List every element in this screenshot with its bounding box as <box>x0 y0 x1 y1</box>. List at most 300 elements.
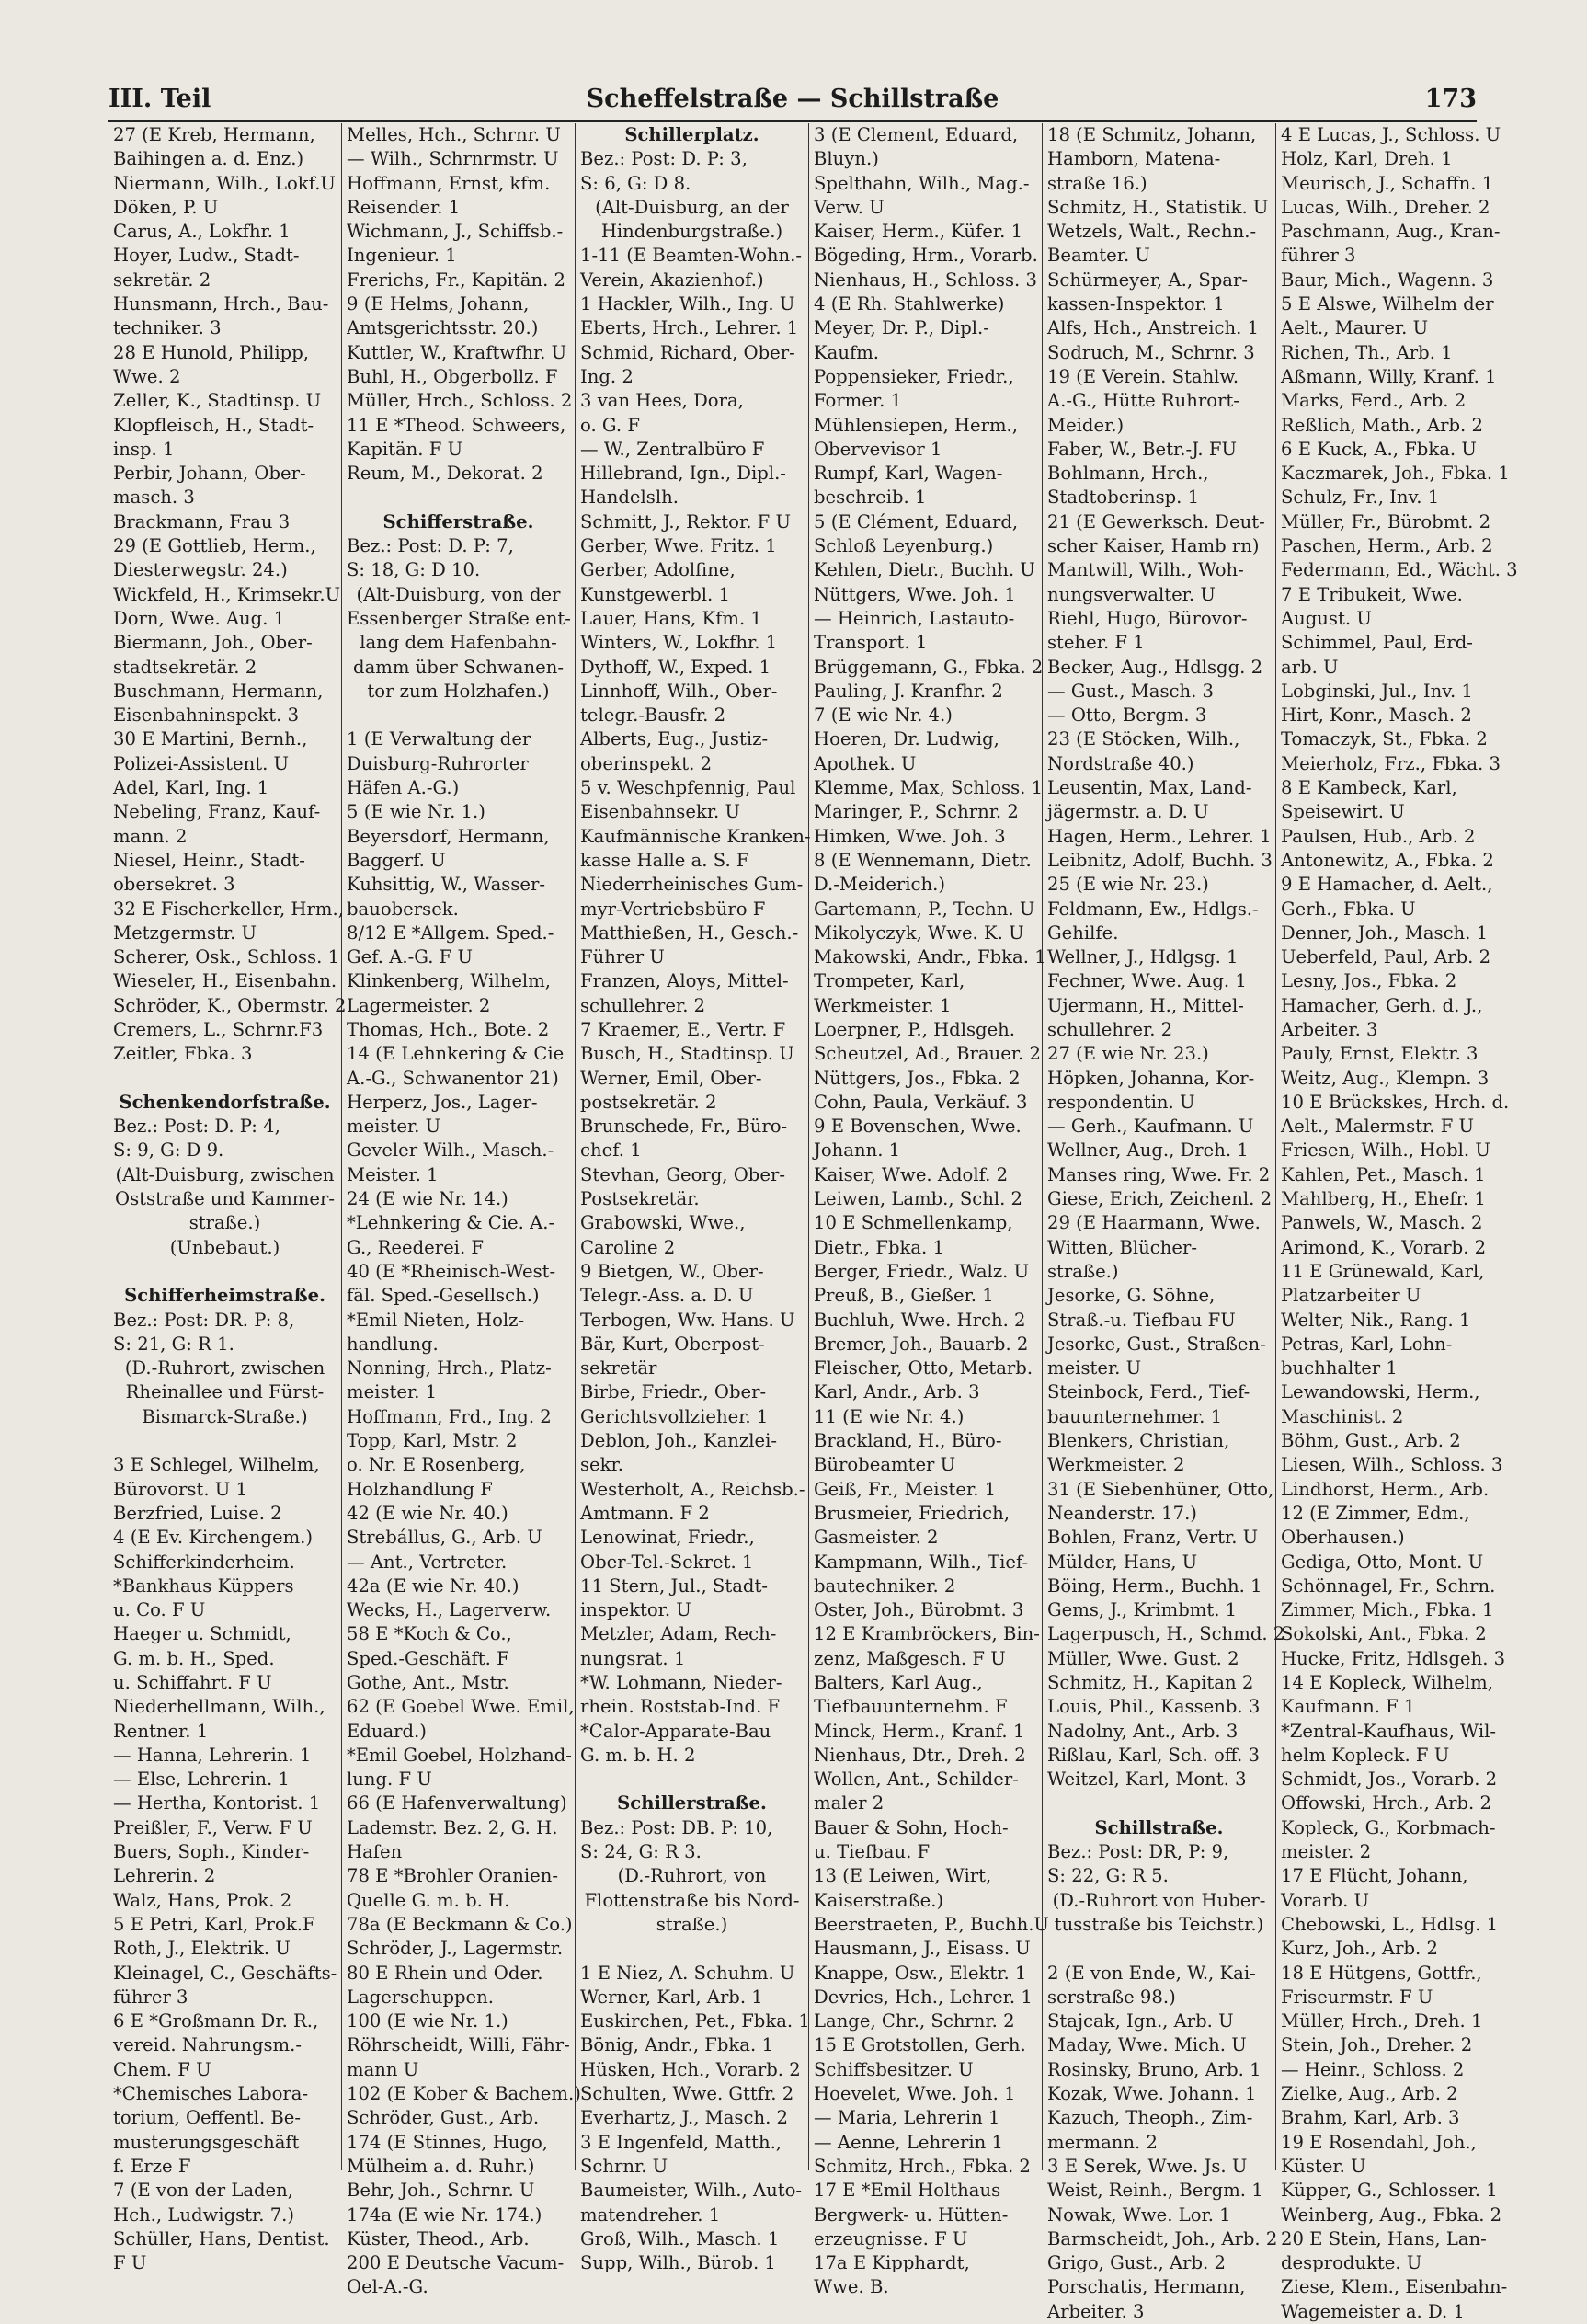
directory-entry: 3 E Ingenfeld, Matth., <box>580 2131 782 2153</box>
directory-entry: Lewandowski, Herm., <box>1281 1381 1480 1403</box>
directory-entry: Arbeiter. 3 <box>1047 2300 1145 2322</box>
directory-entry: meister. 1 <box>347 1381 438 1403</box>
directory-entry: *Bankhaus Küppers <box>113 1574 294 1597</box>
directory-entry: Wellner, Aug., Dreh. 1 <box>1047 1139 1249 1162</box>
directory-entry: Offowski, Hrch., Arb. 2 <box>1281 1792 1491 1815</box>
directory-entry: 8/12 E *Allgem. Sped.- <box>347 922 554 944</box>
directory-entry: Lagerschuppen. <box>347 1986 494 2008</box>
directory-entry: Meurisch, J., Schaffn. 1 <box>1281 172 1494 194</box>
directory-entry: S: 21, G: R 1. <box>113 1333 234 1355</box>
directory-entry: Hamacher, Gerh. d. J., <box>1281 994 1483 1016</box>
directory-entry: Hch., Ludwigstr. 7.) <box>113 2204 295 2226</box>
directory-entry: Fleischer, Otto, Metarb. <box>814 1357 1033 1380</box>
directory-entry: 18 (E Schmitz, Johann, <box>1047 124 1257 145</box>
street-description: damm über Schwanen- <box>353 656 564 678</box>
directory-entry: Mikolyczyk, Wwe. K. U <box>814 922 1024 944</box>
directory-entry: Oberhausen.) <box>1281 1527 1405 1549</box>
directory-entry: Spelthahn, Wilh., Mag.- <box>814 172 1030 194</box>
directory-entry: 27 (E wie Nr. 23.) <box>1047 1043 1209 1065</box>
directory-entry: Stevhan, Georg, Ober- <box>580 1163 785 1185</box>
directory-entry: — Hertha, Kontorist. 1 <box>113 1792 321 1815</box>
directory-entry: 30 E Martini, Bernh., <box>113 728 308 750</box>
street-range-title: Scheffelstraße — Schillstraße <box>586 85 999 113</box>
directory-entry: Schmitt, J., Rektor. F U <box>580 510 791 532</box>
directory-entry: Döken, P. U <box>113 196 219 218</box>
part-label: III. Teil <box>108 85 211 113</box>
directory-entry: maler 2 <box>814 1792 885 1815</box>
directory-entry: Wagemeister a. D. 1 <box>1281 2300 1465 2322</box>
directory-entry: 29 (E Gottlieb, Herm., <box>113 535 316 557</box>
directory-entry: bauunternehmer. 1 <box>1047 1405 1223 1427</box>
directory-entry: Amtmann. F 2 <box>580 1502 710 1524</box>
directory-entry: Zimmer, Mich., Fbka. 1 <box>1281 1599 1494 1621</box>
directory-entry: *W. Lohmann, Nieder- <box>580 1672 782 1693</box>
column-5 <box>1043 123 1285 2322</box>
street-heading: Schillerplatz. <box>624 124 759 145</box>
directory-entry: Lagermeister. 2 <box>347 994 491 1016</box>
directory-entry: Nienhaus, H., Schloss. 3 <box>814 269 1037 291</box>
directory-entry: 7 E Tribukeit, Wwe. <box>1281 583 1463 605</box>
directory-entry: Oel-A.-G. <box>347 2276 428 2298</box>
directory-entry: Röhrscheidt, Willi, Fähr- <box>347 2034 570 2056</box>
directory-entry: Perbir, Johann, Ober- <box>113 463 306 485</box>
directory-entry: Holz, Karl, Dreh. 1 <box>1281 148 1453 170</box>
directory-entry: Werkmeister. 1 <box>814 994 952 1016</box>
directory-entry: Baumeister, Wilh., Auto- <box>580 2180 803 2202</box>
directory-entry: Telegr.-Ass. a. D. U <box>580 1285 754 1307</box>
directory-entry: Ziese, Klem., Eisenbahn- <box>1281 2276 1508 2298</box>
directory-entry: 100 (E wie Nr. 1.) <box>347 2010 508 2032</box>
directory-entry: Ingenieur. 1 <box>347 245 457 267</box>
directory-entry: Kazuch, Theoph., Zim- <box>1047 2107 1253 2129</box>
street-description: tor zum Holzhafen.) <box>367 680 550 702</box>
directory-entry: S: 9, G: D 9. <box>113 1139 224 1162</box>
street-description: Rheinallee und Fürst- <box>125 1381 325 1403</box>
directory-entry: Hirt, Konr., Masch. 2 <box>1281 704 1472 727</box>
directory-entry: Sodruch, M., Schrnr. 3 <box>1047 341 1255 363</box>
directory-entry: Reum, M., Dekorat. 2 <box>347 463 543 485</box>
directory-entry: u. Co. F U <box>113 1599 206 1621</box>
directory-entry: Bohlen, Franz, Vertr. U <box>1047 1527 1259 1549</box>
directory-entry: G. m. b. H. 2 <box>580 1744 696 1766</box>
directory-entry: Bergwerk- u. Hütten- <box>814 2204 1009 2226</box>
directory-entry: Schmitz, H., Kapitan 2 <box>1047 1672 1254 1693</box>
spacer <box>113 1067 337 1091</box>
directory-entry: — Else, Lehrerin. 1 <box>113 1769 290 1791</box>
directory-entry: Geiß, Fr., Meister. 1 <box>814 1478 997 1500</box>
directory-entry: Reisender. 1 <box>347 196 461 218</box>
directory-entry: matendreher. 1 <box>580 2204 721 2226</box>
directory-entry: kassen-Inspektor. 1 <box>1047 293 1225 315</box>
directory-entry: 9 E Bovenschen, Wwe. <box>814 1116 1022 1138</box>
directory-entry: führer 3 <box>1281 245 1356 267</box>
street-heading: Schenkendorfstraße. <box>119 1091 331 1113</box>
column-3 <box>576 123 811 2274</box>
directory-entry: Dythoff, W., Exped. 1 <box>580 656 771 678</box>
directory-entry: Meierholz, Frz., Fbka. 3 <box>1281 752 1501 774</box>
directory-entry: Polizei-Assistent. U <box>113 752 290 774</box>
directory-entry: Ueberfeld, Paul, Arb. 2 <box>1281 946 1491 968</box>
directory-entry: Supp, Wilh., Bürob. 1 <box>580 2252 776 2274</box>
street-description: Essenberger Straße ent- <box>347 607 571 629</box>
spacer <box>347 704 570 727</box>
directory-entry: Brackmann, Frau 3 <box>113 510 291 532</box>
directory-entry: Baggerf. U <box>347 849 446 871</box>
directory-entry: Manses ring, Wwe. Fr. 2 <box>1047 1163 1271 1185</box>
directory-entry: erzeugnisse. F U <box>814 2227 968 2250</box>
directory-entry: postsekretär. 2 <box>580 1091 717 1113</box>
directory-entry: Mantwill, Wilh., Woh- <box>1047 559 1244 581</box>
directory-entry: Dorn, Wwe. Aug. 1 <box>113 607 286 629</box>
directory-entry: 174a (E wie Nr. 174.) <box>347 2204 542 2226</box>
directory-entry: 3 E Schlegel, Wilhelm, <box>113 1454 320 1476</box>
directory-entry: Giese, Erich, Zeichenl. 2 <box>1047 1188 1273 1210</box>
directory-entry: Buchluh, Wwe. Hrch. 2 <box>814 1309 1026 1331</box>
column-1 <box>108 123 347 2274</box>
directory-entry: Schrnr. U <box>580 2155 668 2177</box>
directory-entry: Metzgermstr. U <box>113 922 257 944</box>
directory-entry: 11 E Grünewald, Karl, <box>1281 1260 1485 1282</box>
directory-entry: Strebállus, G., Arb. U <box>347 1527 542 1549</box>
spacer <box>113 1260 337 1284</box>
directory-entry: *Emil Nieten, Holz- <box>347 1309 525 1331</box>
directory-entry: Weinberg, Aug., Fbka. 2 <box>1281 2204 1502 2226</box>
directory-entry: Berzfried, Luise. 2 <box>113 1502 282 1524</box>
street-description: (D.-Ruhrort von Huber- <box>1052 1889 1266 1911</box>
directory-entry: handlung. <box>347 1333 439 1355</box>
directory-entry: Everhartz, J., Masch. 2 <box>580 2107 788 2129</box>
directory-entry: Kaiser, Wwe. Adolf. 2 <box>814 1163 1009 1185</box>
directory-entry: 1 E Niez, A. Schuhm. U <box>580 1962 795 1984</box>
directory-entry: 40 (E *Rheinisch-West- <box>347 1260 556 1282</box>
directory-entry: myr-Vertriebsbüro F <box>580 898 766 920</box>
directory-entry: Kaczmarek, Joh., Fbka. 1 <box>1281 463 1510 485</box>
directory-entry: Behr, Joh., Schrnr. U <box>347 2180 535 2202</box>
directory-entry: 29 (E Haarmann, Wwe. <box>1047 1212 1261 1234</box>
directory-entry: 11 E *Theod. Schweers, <box>347 414 566 436</box>
directory-entry: Kleinagel, C., Geschäfts- <box>113 1962 337 1984</box>
directory-entry: Hüsken, Hch., Vorarb. 2 <box>580 2058 801 2080</box>
directory-entry: Reßlich, Math., Arb. 2 <box>1281 414 1483 436</box>
directory-entry: Grabowski, Wwe., <box>580 1212 746 1234</box>
directory-entry: Leibnitz, Adolf, Buchh. 3 <box>1047 849 1273 871</box>
directory-entry: Rentner. 1 <box>113 1720 209 1742</box>
directory-entry: — Heinr., Schloss. 2 <box>1281 2058 1465 2080</box>
directory-entry: masch. 3 <box>113 487 195 509</box>
directory-entry: Makowski, Andr., Fbka. 1 <box>814 946 1046 968</box>
directory-entry: Wetzels, Walt., Rechn.- <box>1047 221 1257 243</box>
directory-entry: Klopfleisch, H., Stadt- <box>113 414 314 436</box>
directory-entry: Speisewirt. U <box>1281 801 1405 823</box>
directory-entry: chef. 1 <box>580 1139 642 1162</box>
directory-entry: *Zentral-Kaufhaus, Wil- <box>1281 1720 1497 1742</box>
directory-entry: Balters, Karl Aug., <box>814 1672 983 1693</box>
directory-entry: Adel, Karl, Ing. 1 <box>113 777 269 799</box>
directory-entry: desprodukte. U <box>1281 2252 1422 2274</box>
directory-entry: Schmitz, Hrch., Fbka. 2 <box>814 2155 1031 2177</box>
street-heading: Schifferstraße. <box>382 510 534 532</box>
directory-entry: 12 (E Zimmer, Edm., <box>1281 1502 1470 1524</box>
directory-entry: A.-G., Hütte Ruhrort- <box>1047 390 1239 412</box>
directory-entry: Müller, Wwe. Gust. 2 <box>1047 1647 1239 1669</box>
directory-entry: 58 E *Koch & Co., <box>347 1623 512 1645</box>
directory-entry: 4 E Lucas, J., Schloss. U <box>1281 124 1501 145</box>
directory-entry: 42a (E wie Nr. 40.) <box>347 1574 519 1597</box>
directory-entry: helm Kopleck. F U <box>1281 1744 1450 1766</box>
directory-entry: Bez.: Post: D. P: 7, <box>347 535 514 557</box>
directory-entry: Hoyer, Ludw., Stadt- <box>113 245 300 267</box>
directory-entry: 17a E Kipphardt, <box>814 2252 970 2274</box>
directory-entry: Niermann, Wilh., Lokf.U <box>113 172 336 194</box>
directory-entry: Schmid, Richard, Ober- <box>580 341 795 363</box>
directory-entry: Verein, Akazienhof.) <box>580 269 764 291</box>
directory-entry: stadtsekretär. 2 <box>113 656 257 678</box>
directory-entry: Antonewitz, A., Fbka. 2 <box>1281 849 1494 871</box>
directory-entry: 7 (E von der Laden, <box>113 2180 293 2202</box>
directory-entry: Bauer & Sohn, Hoch- <box>814 1816 1009 1838</box>
directory-entry: Bez.: Post: D. P: 3, <box>580 148 748 170</box>
directory-entry: Poppensieker, Friedr., <box>814 365 1014 387</box>
directory-entry: Führer U <box>580 946 665 968</box>
directory-entry: Welter, Nik., Rang. 1 <box>1281 1309 1471 1331</box>
directory-entry: Nebeling, Franz, Kauf- <box>113 801 321 823</box>
directory-entry: Louis, Phil., Kassenb. 3 <box>1047 1696 1261 1718</box>
directory-entry: Verw. U <box>814 196 885 218</box>
directory-entry: mermann. 2 <box>1047 2131 1158 2153</box>
street-heading: Schillstraße. <box>1094 1816 1224 1838</box>
directory-entry: Brahm, Karl, Arb. 3 <box>1281 2107 1460 2129</box>
directory-entry: schullehrer. 2 <box>580 994 706 1016</box>
directory-entry: 15 E Grotstollen, Gerh. <box>814 2034 1026 2056</box>
directory-entry: Ober-Tel.-Sekret. 1 <box>580 1551 754 1573</box>
directory-entry: Eisenbahnsekr. U <box>580 801 741 823</box>
directory-entry: Becker, Aug., Hdlsgg. 2 <box>1047 656 1263 678</box>
directory-entry: Baihingen a. d. Enz.) <box>113 148 304 170</box>
directory-entry: nungsverwalter. U <box>1047 583 1216 605</box>
directory-entry: Höpken, Johanna, Kor- <box>1047 1067 1255 1089</box>
directory-entry: Melles, Hch., Schrnr. U <box>347 124 561 145</box>
directory-entry: 8 (E Wennemann, Dietr. <box>814 849 1032 871</box>
directory-entry: Herperz, Jos., Lager- <box>347 1091 538 1113</box>
directory-entry: Gerh., Fbka. U <box>1281 898 1416 920</box>
directory-entry: — Otto, Bergm. 3 <box>1047 704 1207 727</box>
directory-entry: Denner, Joh., Masch. 1 <box>1281 922 1489 944</box>
directory-entry: Ing. 2 <box>580 365 634 387</box>
directory-entry: G., Reederei. F <box>347 1236 485 1258</box>
street-description: (Alt-Duisburg, an der <box>595 196 789 218</box>
directory-entry: Deblon, Joh., Kanzlei- <box>580 1430 777 1452</box>
spacer <box>1047 1937 1271 1961</box>
directory-entry: Frerichs, Fr., Kapitän. 2 <box>347 269 566 291</box>
directory-entry: Müller, Hrch., Dreh. 1 <box>1281 2010 1483 2032</box>
directory-entry: 4 (E Ev. Kirchengem.) <box>113 1527 314 1549</box>
directory-entry: Mühlensiepen, Herm., <box>814 414 1018 436</box>
directory-entry: Schürmeyer, A., Spar- <box>1047 269 1248 291</box>
directory-entry: Pauly, Ernst, Elektr. 3 <box>1281 1043 1479 1065</box>
street-description: (D.-Ruhrort, von <box>617 1865 767 1887</box>
directory-entry: Nonning, Hrch., Platz- <box>347 1357 552 1380</box>
directory-entry: Eisenbahninspekt. 3 <box>113 704 300 727</box>
directory-entry: sekretär <box>580 1357 657 1380</box>
directory-entry: 19 E Rosendahl, Joh., <box>1281 2131 1477 2153</box>
directory-entry: Kaiserstraße.) <box>814 1889 944 1911</box>
directory-entry: Werkmeister. 2 <box>1047 1454 1185 1476</box>
directory-entry: Bönig, Andr., Fbka. 1 <box>580 2034 773 2056</box>
street-description: straße.) <box>656 1913 728 1935</box>
directory-entry: Petras, Karl, Lohn- <box>1281 1333 1453 1355</box>
directory-entry: Blenkers, Christian, <box>1047 1430 1230 1452</box>
directory-entry: Kaiser, Herm., Küfer. 1 <box>814 221 1023 243</box>
directory-entry: Nadolny, Ant., Arb. 3 <box>1047 1720 1239 1742</box>
directory-entry: Mülder, Hans, U <box>1047 1551 1198 1573</box>
directory-entry: — Gerh., Kaufmann. U <box>1047 1116 1254 1138</box>
directory-entry: Leusentin, Max, Land- <box>1047 777 1252 799</box>
directory-entry: Maschinist. 2 <box>1281 1405 1404 1427</box>
directory-entry: G. m. b. H., Sped. <box>113 1647 275 1669</box>
directory-entry: Fechner, Wwe. Aug. 1 <box>1047 970 1247 992</box>
directory-entry: Eduard.) <box>347 1720 427 1742</box>
directory-entry: Scheutzel, Ad., Brauer. 2 <box>814 1043 1041 1065</box>
directory-entry: telegr.-Bausfr. 2 <box>580 704 726 727</box>
directory-entry: Richen, Th., Arb. 1 <box>1281 341 1453 363</box>
directory-entry: Federmann, Ed., Wächt. 3 <box>1281 559 1518 581</box>
directory-entry: Stajcak, Ign., Arb. U <box>1047 2010 1234 2032</box>
directory-entry: meister. 2 <box>1281 1841 1372 1863</box>
directory-entry: Beamter. U <box>1047 245 1150 267</box>
directory-entry: Handelslh. <box>580 487 679 509</box>
directory-entry: torium, Oeffentl. Be- <box>113 2107 301 2129</box>
directory-entry: *Chemisches Labora- <box>113 2083 309 2105</box>
directory-entry: Gasmeister. 2 <box>814 1527 939 1549</box>
street-description: (Unbebaut.) <box>169 1236 280 1258</box>
directory-entry: Wwe. B. <box>814 2276 889 2298</box>
directory-entry: Niesel, Heinr., Stadt- <box>113 849 305 871</box>
directory-entry: Leiwen, Lamb., Schl. 2 <box>814 1188 1023 1210</box>
directory-entry: Panwels, W., Masch. 2 <box>1281 1212 1483 1234</box>
directory-entry: F U <box>113 2252 147 2274</box>
directory-entry: Minck, Herm., Kranf. 1 <box>814 1720 1025 1742</box>
directory-entry: Wichmann, J., Schiffsb.- <box>347 221 564 243</box>
directory-entry: Barmscheidt, Joh., Arb. 2 <box>1047 2227 1278 2250</box>
directory-entry: Lehrerin. 2 <box>113 1865 216 1887</box>
directory-entry: Alfs, Hch., Anstreich. 1 <box>1047 317 1259 339</box>
directory-entry: Brüggemann, G., Fbka. 2 <box>814 656 1044 678</box>
directory-entry: 10 E Schmellenkamp, <box>814 1212 1013 1234</box>
directory-entry: Niederhellmann, Wilh., <box>113 1696 325 1718</box>
directory-entry: steher. F 1 <box>1047 632 1145 654</box>
directory-entry: Kaufm. <box>814 341 879 363</box>
street-description: tusstraße bis Teichstr.) <box>1054 1913 1264 1935</box>
directory-entry: Jesorke, G. Söhne, <box>1047 1285 1216 1307</box>
directory-entry: Eberts, Hrch., Lehrer. 1 <box>580 317 799 339</box>
directory-entry: Böhm, Gust., Arb. 2 <box>1281 1430 1461 1452</box>
directory-entry: 21 (E Gewerksch. Deut- <box>1047 510 1265 532</box>
directory-entry: Bez.: Post: DR. P: 8, <box>113 1309 295 1331</box>
directory-entry: 3 (E Clement, Eduard, <box>814 124 1019 145</box>
directory-entry: 2 (E von Ende, W., Kai- <box>1047 1962 1256 1984</box>
page-header <box>108 79 1477 122</box>
directory-entry: o. Nr. E Rosenberg, <box>347 1454 526 1476</box>
directory-entry: Kuhsittig, W., Wasser- <box>347 874 545 896</box>
directory-entry: Gothe, Ant., Mstr. <box>347 1672 509 1693</box>
directory-entry: straße.) <box>1047 1260 1119 1282</box>
directory-entry: Lauer, Hans, Kfm. 1 <box>580 607 762 629</box>
directory-entry: Brackland, H., Büro- <box>814 1430 1002 1452</box>
directory-entry: Zeitler, Fbka. 3 <box>113 1043 253 1065</box>
directory-entry: Hausmann, J., Eisass. U <box>814 1938 1031 1960</box>
directory-entry: Groß, Wilh., Masch. 1 <box>580 2227 780 2250</box>
directory-entry: Klinkenberg, Wilhelm, <box>347 970 551 992</box>
directory-entry: Schifferkinderheim. <box>113 1551 295 1573</box>
directory-entry: Schloß Leyenburg.) <box>814 535 994 557</box>
spacer <box>580 1768 804 1792</box>
directory-entry: Grigo, Gust., Arb. 2 <box>1047 2252 1226 2274</box>
directory-entry: scher Kaiser, Hamb rn) <box>1047 535 1260 557</box>
spacer <box>113 1429 337 1453</box>
directory-entry: Hoeren, Dr. Ludwig, <box>814 728 999 750</box>
directory-entry: Duisburg-Ruhrorter <box>347 752 529 774</box>
directory-entry: Kopleck, G., Korbmach- <box>1281 1816 1496 1838</box>
directory-entry: Schüller, Hans, Dentist. <box>113 2227 330 2250</box>
directory-entry: Himken, Wwe. Joh. 3 <box>814 825 1006 847</box>
directory-entry: o. G. F <box>580 414 640 436</box>
directory-entry: Wwe. 2 <box>113 365 181 387</box>
directory-entry: 3 van Hees, Dora, <box>580 390 744 412</box>
directory-entry: Bürovorst. U 1 <box>113 1478 248 1500</box>
directory-entry: — Ant., Vertreter. <box>347 1551 508 1573</box>
directory-entry: 32 E Fischerkeller, Hrm., <box>113 898 344 920</box>
directory-entry: Haeger u. Schmidt, <box>113 1623 291 1645</box>
directory-entry: vereid. Nahrungsm.- <box>113 2034 302 2056</box>
directory-entry: 1 Hackler, Wilh., Ing. U <box>580 293 795 315</box>
directory-entry: 31 (E Siebenhüner, Otto, <box>1047 1478 1274 1500</box>
directory-entry: mann. 2 <box>113 825 188 847</box>
directory-entry: Küster. U <box>1281 2155 1366 2177</box>
directory-entry: Karl, Andr., Arb. 3 <box>814 1381 980 1403</box>
directory-entry: Matthießen, H., Gesch.- <box>580 922 799 944</box>
spacer <box>580 1937 804 1961</box>
directory-entry: — Wilh., Schrnrmstr. U <box>347 148 559 170</box>
directory-entry: Lagerpusch, H., Schmd. 2 <box>1047 1623 1285 1645</box>
directory-entry: 17 E *Emil Holthaus <box>814 2180 1001 2202</box>
directory-entry: 5 (E Clément, Eduard, <box>814 510 1019 532</box>
directory-entry: 62 (E Goebel Wwe. Emil, <box>347 1696 575 1718</box>
directory-entry: rhein. Roststab-Ind. F <box>580 1696 781 1718</box>
directory-entry: straße 16.) <box>1047 172 1147 194</box>
directory-entry: Aelt., Malermstr. F U <box>1281 1116 1475 1138</box>
directory-entry: Platzarbeiter U <box>1281 1285 1421 1307</box>
directory-entry: 24 (E wie Nr. 14.) <box>347 1188 508 1210</box>
directory-entry: kasse Halle a. S. F <box>580 849 749 871</box>
directory-entry: Chebowski, L., Hdlsg. 1 <box>1281 1913 1499 1935</box>
directory-entry: Küster, Theod., Arb. <box>347 2227 530 2250</box>
directory-entry: Scherer, Osk., Schloss. 1 <box>113 946 340 968</box>
directory-entry: 6 E *Großmann Dr. R., <box>113 2010 319 2032</box>
page-number: 173 <box>1424 85 1477 113</box>
directory-entry: Bürobeamter U <box>814 1454 956 1476</box>
directory-entry: Vorarb. U <box>1281 1889 1370 1911</box>
directory-entry: Schröder, K., Obermstr. 2 <box>113 994 347 1016</box>
directory-entry: Werner, Emil, Ober- <box>580 1067 762 1089</box>
directory-entry: Buschmann, Hermann, <box>113 680 324 702</box>
directory-entry: Mahlberg, H., Ehefr. 1 <box>1281 1188 1486 1210</box>
street-description: (D.-Ruhrort, zwischen <box>124 1357 325 1380</box>
directory-entry: respondentin. U <box>1047 1091 1195 1113</box>
directory-entry: Westerholt, A., Reichsb.- <box>580 1478 805 1500</box>
directory-entry: Sped.-Geschäft. F <box>347 1647 509 1669</box>
directory-entry: Witten, Blücher- <box>1047 1236 1197 1258</box>
spacer <box>347 486 570 509</box>
